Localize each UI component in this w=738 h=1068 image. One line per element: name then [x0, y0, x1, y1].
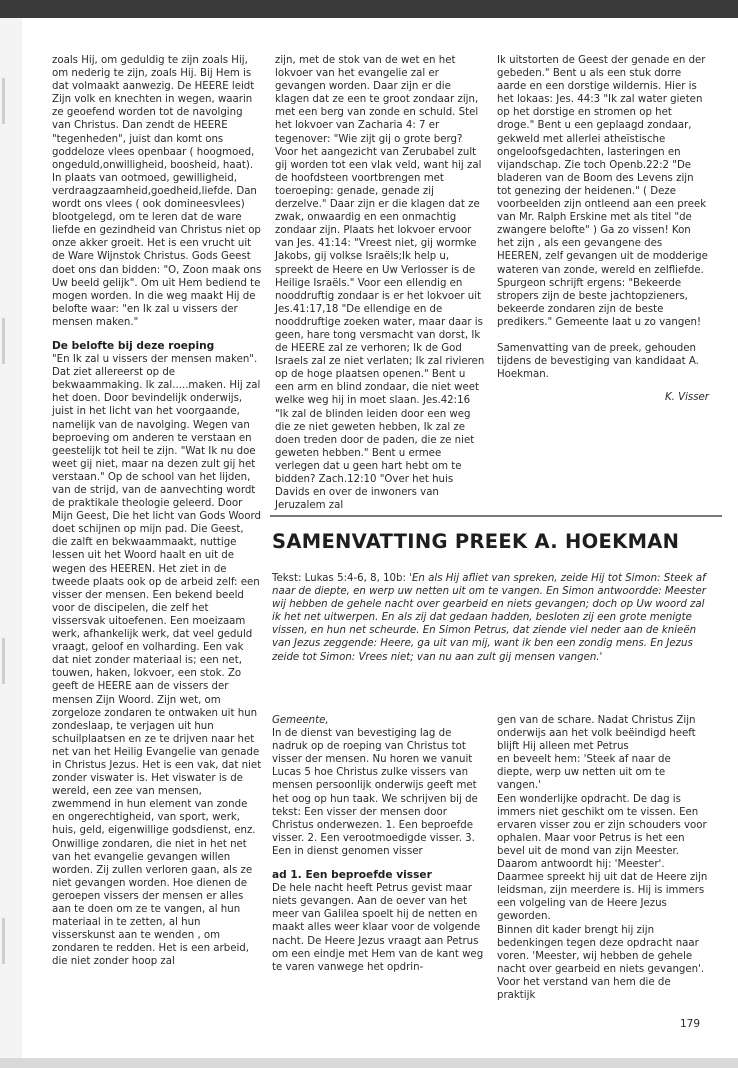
- paragraph: De hele nacht heeft Petrus gevist maar niets gevangen. Aan de oever van het meer van Galilea spoelt hij de netten en maakt alles weer klaar voor de volgende nacht. De Heere Jezus vraagt aan Petrus om een eindje met Hem van de kant weg te varen vanwege het opdrin-: [272, 883, 484, 973]
- paragraph: In de dienst van bevestiging lag de nadruk op de roeping van Christus tot visser der mensen. Nu horen we vanuit Lucas 5 hoe Christus zulke vissers van mensen persoonlijk onderwijs geeft met het oog op hun taak. We schrijven bij de tekst: Een visser der mensen door Christus onderwezen. 1. Een beproefde visser. 2. Een verootmoedigde visser. 3. Een in dienst genomen visser: [272, 728, 478, 857]
- page-number: 179: [680, 1018, 701, 1030]
- subheading-ad1: ad 1. Een beproefde visser: [272, 869, 432, 882]
- column-4: [272, 714, 484, 974]
- edge-mark: [2, 638, 5, 684]
- paragraph: Binnen dit kader brengt hij zijn bedenkingen tegen deze opdracht naar voren. 'Meester, wij hebben de gehele nacht over gearbeid en niets gevangen'. Voor het verstand van hem die de praktijk: [497, 924, 705, 1001]
- paragraph: "En Ik zal u vissers der mensen maken". Dat ziet allereerst op de bekwaammaking. Ik zal.....maken. Hij zal het doen. Door bevindelijk onderwijs, juist in het licht van het voorgaande, namelijk van de navolging. Wegen van beproeving om anderen te verstaan en geestelijk tot heil te zijn. "Wat Ik nu doe weet gij niet, maar na dezen zult gij het verstaan." Op de school van het lijden, van de strijd, van de aanvechting wordt de praktikale theologie geleerd. Door Mijn Geest, Die het licht van Gods Woord doet schijnen op mijn pad. Die Geest, die zalft en bekwaammaakt, nuttige lessen uit het Woord haalt en uit de wegen des HEEREN. Het ziet in de tweede plaats ook op de arbeid zelf: een visser der mensen. Een bekend beeld voor de discipelen, die zelf het vissersvak uitoefenen. Een moeizaam werk, afhankelijk werk, dat veel geduld vraagt, geloof en volharding. Een vak dat niet zonder materiaal is; een net, touwen, haken, lokvoer, een stok. Zo geeft de HEERE aan de vissers der mensen Zijn Woord. Zijn wet, om zorgeloze zondaren te ontwaken uit hun zondeslaap, te verjagen uit hun schuilplaatsen en ze te drijven naar het net van het Heilig Evangelie van genade in Christus Jezus. Het is een vak, dat niet zonder viswater is. Het viswater is de wereld, een zee van mensen, zwemmend in hun element van zonde en ongerechtigheid, van sport, werk, huis, geld, eigenwillige godsdienst, enz. Onwillige zondaren, die niet in het net van het evangelie gevangen willen worden. Zij zullen verloren gaan, als ze niet gevangen worden. Hoe dienen de geroepen vissers der mensen er alles aan te doen om ze te vangen, al hun materiaal in te zetten, al hun visserskunst aan te wenden , om zondaren te redden. Het is een arbeid, die niet zonder hoop zal: [52, 354, 262, 968]
- scripture-quote: 'En als Hij afliet van spreken, zeide Hij tot Simon: Steek af naar de diepte, en werp uw netten uit om te vangen. En Simon antwoordde: Meester wij hebben de gehele nacht over gearbeid en niets gevangen; doch op Uw woord zal ik het net uitwerpen. En als zij dat gedaan hadden, besloten zij een grote menigte vissen, en hun net scheurde. En Simon Petrus, dat ziende viel neder aan de knieën van Jezus zeggende: Heere, ga uit van mij, want ik ben een zondig mens. En Jezus zeide tot Simon: Vrees niet; van nu aan zult gij mensen vangen.': [272, 573, 706, 663]
- column-3: [497, 54, 709, 404]
- paragraph: zoals Hij, om geduldig te zijn zoals Hij, om nederig te zijn, zoals Hij. Bij Hem is dat volmaakt aanwezig. De HEERE leidt Zijn volk en knechten in wegen, waarin ze geoefend worden tot de navolging van Christus. Dan zendt de HEERE "tegenheden", juist dan komt ons goddeloze vlees openbaar ( hoogmoed, ongeduld,onwilligheid, boosheid, haat). In plaats van ootmoed, gewilligheid, verdraagzaamheid,goedheid,liefde. Dan wordt ons vlees ( ook domineesvlees) blootgelegd, om te leren dat de ware liefde en gezindheid van Christus niet op onze akker groeit. Het is een vrucht uit de Ware Wijnstok Christus. Gods Geest doet ons dan bidden: "O, Zoon maak ons Uw beeld gelijk". Om uit Hem bediend te mogen worden. In die weg maakt Hij de belofte waar: "en Ik zal u vissers der mensen maken.": [52, 55, 262, 328]
- salutation: Gemeente,: [272, 715, 329, 726]
- section-divider: [270, 515, 722, 517]
- scripture-text: [272, 572, 712, 664]
- paragraph: zijn, met de stok van de wet en het lokvoer van het evangelie zal er gevangen worden. Daar zijn er die klagen dat ze een te groot zondaar zijn, met een berg van zonde en schuld. Stel het lokvoer van Zacharia 4: 7 er tegenover: "Wie zijt gij o grote berg? Voor het aangezicht van Zerubabel zult gij worden tot een vlak veld, want hij zal de hoofdsteen voortbrengen met toeroeping: genade, genade zij derzelve." Daar zijn er die klagen dat ze zwak, onwaardig en een onmachtig zondaar zijn. Plaats het lokvoer ervoor van Jes. 41:14: "Vreest niet, gij wormke Jakobs, gij volkse Israëls;Ik help u, spreekt de Heere en Uw Verlosser is de Heilige Israëls." Voor een ellendig en nooddruftig zondaar is er het lokvoer uit Jes.41:17,18 "De ellendige en de nooddruftige zoeken water, maar daar is geen, hare tong versmacht van dorst, Ik de HEERE zal ze verhoren; Ik de God Israels zal ze niet verlaten; Ik zal rivieren op de hoge plaatsen openen." Bent u een arm en blind zondaar, die niet weet welke weg hij in moet slaan. Jes.42:16 "Ik zal de blinden leiden door een weg die ze niet geweten hebben, Ik zal ze doen treden door de paden, die ze niet geweten hebben." Bent u ermee verlegen dat u geen hart hebt om te bidden? Zach.12:10 "Over het huis Davids en over de inwoners van Jeruzalem zal: [275, 55, 485, 512]
- section-heading: SAMENVATTING PREEK A. HOEKMAN: [272, 530, 680, 553]
- column-5: [497, 714, 709, 1002]
- scan-top-border: [0, 0, 738, 18]
- paragraph: Ik uitstorten de Geest der genade en der gebeden." Bent u als een stuk dorre aarde en een dorstige wildernis. Hier is het lokaas: Jes. 44:3 "Ik zal water gieten op het dorstige en stromen op het droge." Bent u een geplaagd zondaar, gekweld met allerlei atheïstische ongeloofsgedachten, lasteringen en vijandschap. Zie toch Openb.22:2 "De bladeren van de Boom des Levens zijn tot genezing der heidenen." ( Deze voorbeelden zijn ontleend aan een preek van Mr. Ralph Erskine met als titel "de zwangere belofte" ) Ga zo vissen! Kon het zijn , als een gevangene des HEEREN, zelf gevangen uit de modderige wateren van zonde, wereld en zelfliefde. Spurgeon schrijft ergens: "Bekeerde stropers zijn de beste jachtopzieners, bekeerde zondaren zijn de beste predikers." Gemeente laat u zo vangen!: [497, 55, 708, 328]
- edge-mark: [2, 918, 5, 964]
- paragraph: Een wonderlijke opdracht. De dag is immers niet geschikt om te vissen. Een ervaren visser zou er zijn schouders voor ophalen. Maar voor Petrus is het een bevel uit de mond van zijn Meester. Daarom antwoordt hij: 'Meester'. Daarmee spreekt hij uit dat de Heere zijn leidsman, zijn meerdere is. Hij is immers een volgeling van de Heere Jezus geworden.: [497, 793, 708, 923]
- column-1: [52, 54, 262, 968]
- paragraph: gen van de schare. Nadat Christus Zijn onderwijs aan het volk beëindigd heeft blijft Hij alleen met Petrus: [497, 715, 696, 753]
- scan-bottom-border: [0, 1058, 738, 1068]
- scripture-label: Tekst: Lukas 5:4-6, 8, 10b:: [272, 573, 410, 584]
- author-signature: K. Visser: [664, 392, 709, 404]
- edge-mark: [2, 78, 5, 124]
- column-2: [275, 54, 485, 512]
- paragraph-summary-note: Samenvatting van de preek, gehouden tijdens de bevestiging van kandidaat A. Hoekman.: [497, 342, 699, 381]
- scan-left-edge: [0, 18, 22, 1058]
- edge-mark: [2, 318, 5, 364]
- subheading-belofte: De belofte bij deze roeping: [52, 339, 215, 352]
- paragraph: en beveelt hem: 'Steek af naar de diepte, werp uw netten uit om te vangen.': [497, 754, 671, 792]
